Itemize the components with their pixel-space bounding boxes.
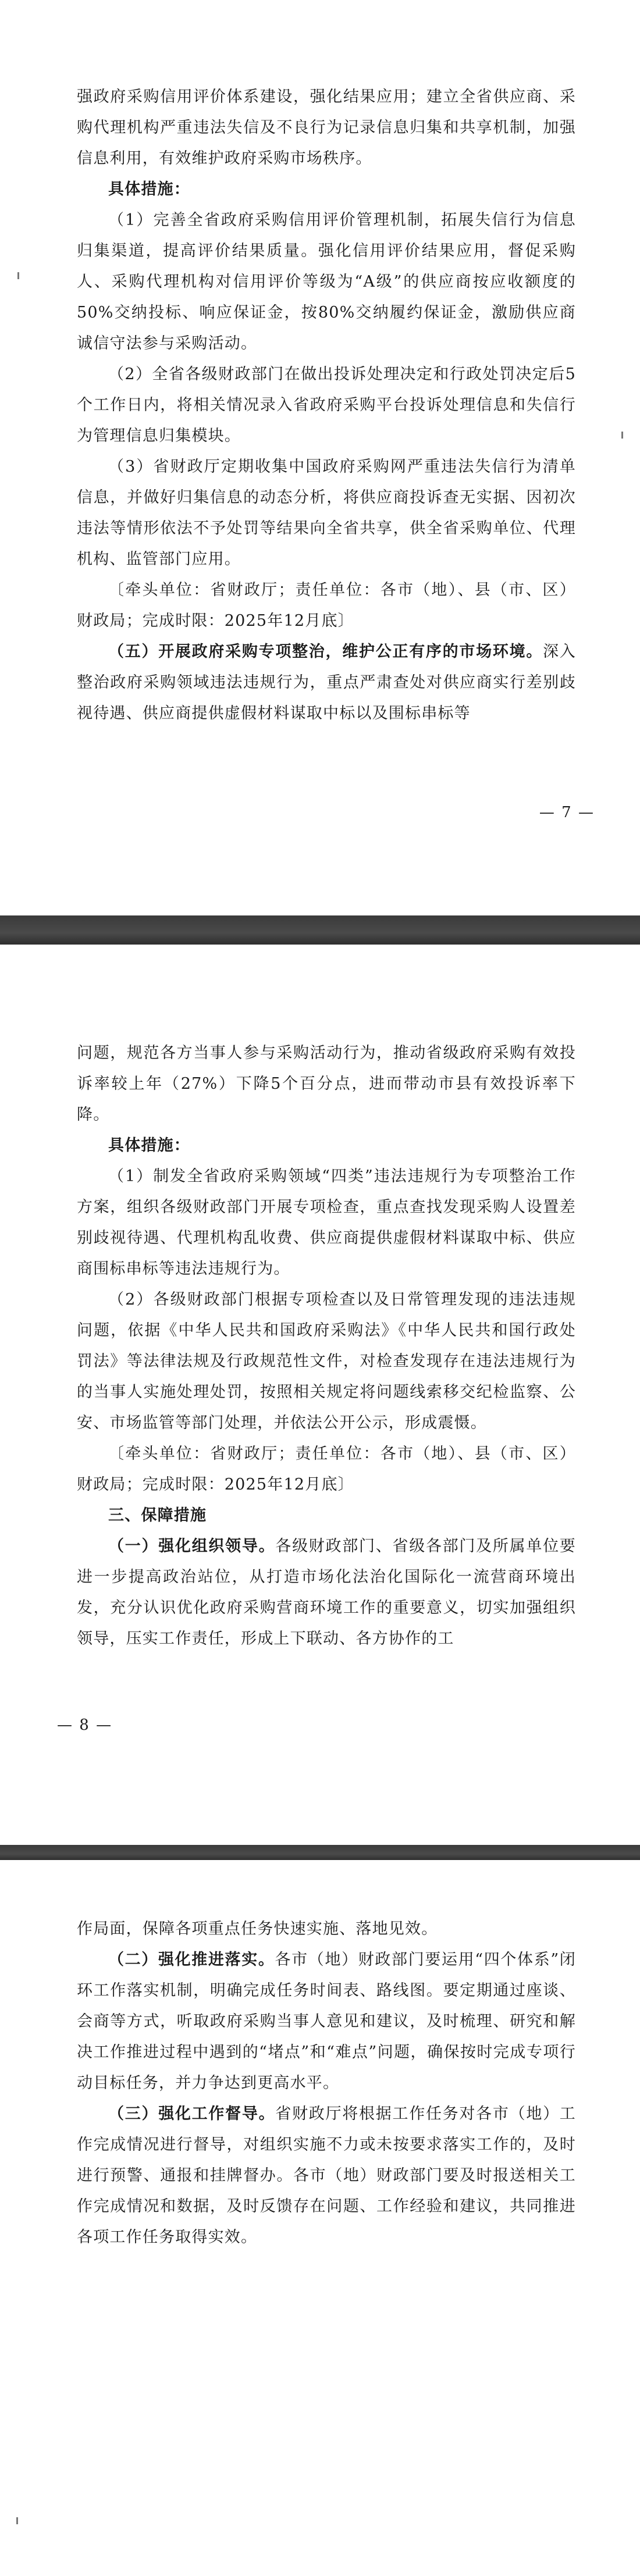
- paragraph: [77, 1531, 576, 1654]
- paragraph-text: 〔牵头单位：省财政厅；责任单位：各市（地）、县（市、区）财政局；完成时限：2025年12月底〕: [77, 1445, 576, 1494]
- bold-lead: （三）强化工作督导。: [108, 2105, 276, 2123]
- paragraph-text: （1）制发全省政府采购领域“四类”违法违规行为专项整治工作方案，组织各级财政部门开展专项检查，重点查找发现采购人设置差别歧视待遇、代理机构乱收费、供应商提供虚假材料谋取中标、供应商围标串标等违法违规行为。: [77, 1167, 576, 1278]
- paragraph-text: （3）省财政厅定期收集中国政府采购网严重违法失信行为清单信息，并做好归集信息的动态分析，将供应商投诉查无实据、因初次违法等情形依法不予处罚等结果向全省共享，供全省采购单位、代理机构、监管部门应用。: [77, 458, 576, 568]
- page-separator: [0, 1816, 640, 1860]
- section-heading: 具体措施：: [108, 180, 190, 198]
- paragraph-text: 深入整治政府采购领域违法违规行为，重点严肃查处对供应商实行差别歧视待遇、供应商提供虚假材料谋取中标以及围标串标等: [77, 643, 576, 722]
- paragraph: [77, 1038, 576, 1130]
- paragraph: [77, 2098, 576, 2253]
- page-separator: [0, 915, 640, 945]
- paragraph: [77, 1944, 576, 2098]
- paragraph-text: （2）各级财政部门根据专项检查以及日常管理发现的违法违规问题，依据《中华人民共和国政府采购法》《中华人民共和国行政处罚法》等法律法规及行政规范性文件，对检查发现存在违法违规行为的当事人实施处理处罚，按照相关规定将问题线索移交纪检监察、公安、市场监管等部门处理，并依法公开公示，形成震慑。: [77, 1291, 576, 1432]
- page-body: [77, 81, 576, 729]
- paragraph: [77, 575, 576, 636]
- margin-mark: [16, 2517, 18, 2524]
- paragraph-text: 问题，规范各方当事人参与采购活动行为，推动省级政府采购有效投诉率较上年（27%）下降5个百分点，进而带动市县有效投诉率下降。: [77, 1044, 576, 1124]
- paragraph-text: 作局面，保障各项重点任务快速实施、落地见效。: [77, 1920, 438, 1938]
- page-number: — 8 —: [57, 1716, 113, 1734]
- section-heading: 三、保障措施: [108, 1506, 207, 1524]
- page-body: [77, 1914, 576, 2253]
- paragraph: [77, 1914, 576, 1944]
- paragraph-text: 省财政厅将根据工作任务对各市（地）工作完成情况进行督导，对组织实施不力或未按要求落实工作的，及时进行预警、通报和挂牌督办。各市（地）财政部门要及时报送相关工作完成情况和数据，及时反馈存在问题、工作经验和建议，共同推进各项工作任务取得实效。: [77, 2105, 577, 2246]
- paragraph-text: （2）全省各级财政部门在做出投诉处理决定和行政处罚决定后5个工作日内，将相关情况录入省政府采购平台投诉处理信息和失信行为管理信息归集模块。: [77, 365, 576, 445]
- bold-lead: （五）开展政府采购专项整治，维护公正有序的市场环境。: [108, 643, 543, 661]
- paragraph: [77, 1284, 576, 1438]
- paragraph: [77, 205, 576, 359]
- page-number: — 7 —: [539, 804, 595, 821]
- page-body: [77, 1038, 576, 1654]
- document-page-8: [0, 945, 640, 1816]
- bold-lead: （一）强化组织领导。: [108, 1537, 276, 1555]
- section-heading: 具体措施：: [108, 1136, 190, 1155]
- paragraph: [77, 1438, 576, 1500]
- paragraph-text: 各市（地）财政部门要运用“四个体系”闭环工作落实机制，明确完成任务时间表、路线图。要定期通过座谈、会商等方式，听取政府采购当事人意见和建议，及时梳理、研究和解决工作推进过程中遇到的“堵点”和“难点”问题，确保按时完成专项行动目标任务，并力争达到更高水平。: [77, 1951, 577, 2092]
- paragraph: [77, 451, 576, 575]
- paragraph: [77, 636, 576, 729]
- document-page-7: [0, 0, 640, 915]
- paragraph: [77, 1161, 576, 1284]
- paragraph-text: 强政府采购信用评价体系建设，强化结果应用；建立全省供应商、采购代理机构严重违法失信及不良行为记录信息归集和共享机制，加强信息利用，有效维护政府采购市场秩序。: [77, 88, 576, 168]
- margin-mark: [621, 432, 623, 439]
- paragraph-text: 各级财政部门、省级各部门及所属单位要进一步提高政治站位，从打造市场化法治化国际化一流营商环境出发，充分认识优化政府采购营商环境工作的重要意义，切实加强组织领导，压实工作责任，形成上下联动、各方协作的工: [77, 1537, 577, 1648]
- margin-mark: [17, 272, 19, 279]
- paragraph-text: （1）完善全省政府采购信用评价管理机制，拓展失信行为信息归集渠道，提高评价结果质量。强化信用评价结果应用，督促采购人、采购代理机构对信用评价等级为“A级”的供应商按应收额度的50%交纳投标、响应保证金，按80%交纳履约保证金，激励供应商诚信守法参与采购活动。: [77, 211, 576, 352]
- document-page-9: [0, 1860, 640, 2576]
- paragraph: [77, 81, 576, 174]
- bold-lead: （二）强化推进落实。: [108, 1951, 275, 1969]
- paragraph-text: 〔牵头单位：省财政厅；责任单位：各市（地）、县（市、区）财政局；完成时限：2025年12月底〕: [77, 581, 576, 630]
- paragraph: [77, 359, 576, 451]
